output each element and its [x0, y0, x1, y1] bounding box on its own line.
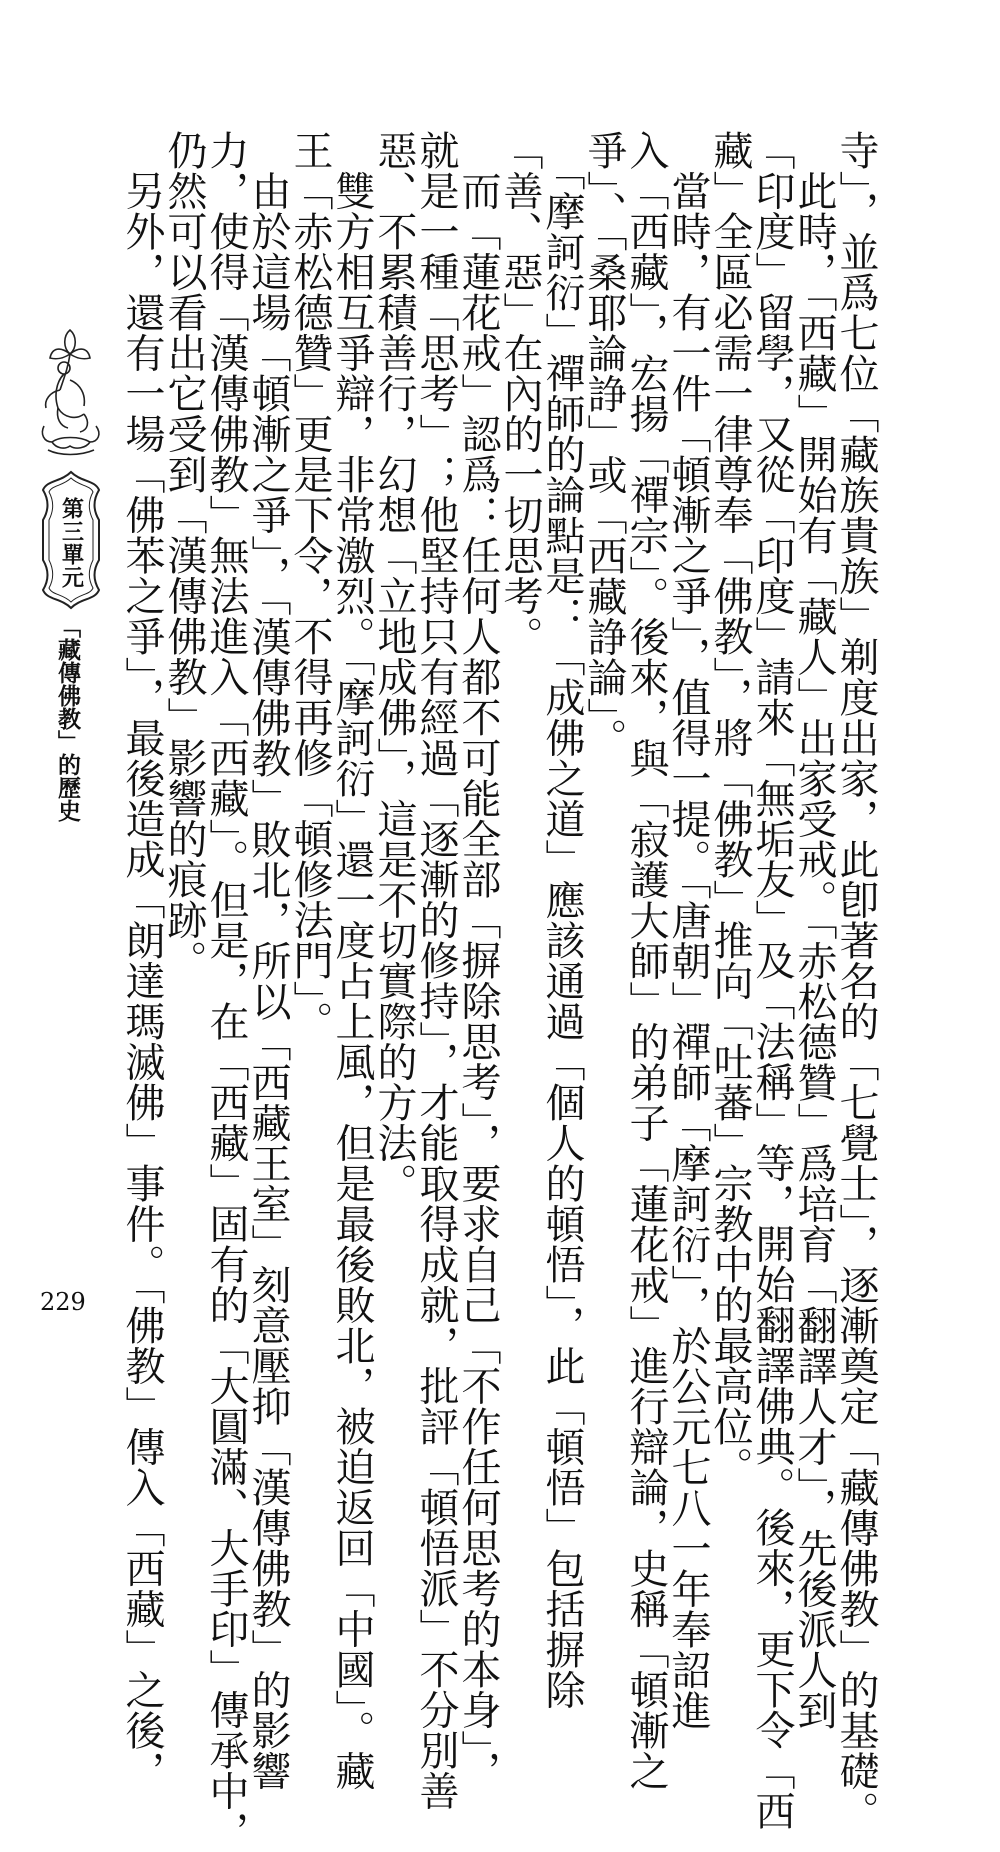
unit-label: 第三單元: [58, 497, 84, 589]
text-column: 王「赤松德贊」更是下令，不得再修「頓修法門」。: [287, 130, 333, 1042]
text-column: 仍然可以看出它受到「漢傳佛教」影響的痕跡。: [161, 130, 207, 981]
text-column: 由於這場「頓漸之爭」，「漢傳佛教」敗北，所以「西藏王室」刻意壓抑「漢傳佛教」的影響: [245, 130, 291, 1791]
text-column: 此時，「西藏」開始有「藏人」出家受戒。「赤松德贊」爲培育「翻譯人才」，先後派人到: [791, 130, 837, 1731]
text-column: 寺」，並爲七位「藏族貴族」剃度出家，此卽著名的「七覺士」，逐漸奠定「藏傳佛教」的基礎。: [833, 130, 879, 1832]
text-column: 力，使得「漢傳佛教」無法進入「西藏」。但是，在「西藏」固有的「大圓滿、大手印」傳承中，: [203, 130, 249, 1852]
text-column: 而「蓮花戒」認爲：任何人都不可能全部「摒除思考」，要求自己「不作任何思考的本身」，: [455, 130, 501, 1791]
text-column: 爭」、「桑耶論諍」或「西藏諍論」。: [581, 130, 627, 759]
text-column: 藏」全區必需一律尊奉「佛教」，將「佛教」推向「吐蕃」宗教中的最高位。: [707, 130, 753, 1487]
chapter-title: 「藏傳佛教」的歷史: [54, 615, 80, 822]
text-column: 入「西藏」，宏揚「禪宗」。後來，與「寂護大師」的弟子「蓮花戒」進行辯論，史稱「頓漸之: [623, 130, 669, 1791]
page-number: 229: [40, 1288, 86, 1316]
text-column: 「印度」留學，又從「印度」請來「無垢友」及「法稱」等，開始翻譯佛典。後來，更下令「西: [749, 130, 795, 1831]
text-column: 「善、惡」在內的一切思考。: [497, 130, 543, 657]
unit-badge: [33, 470, 109, 610]
lotus-figure-icon: [30, 318, 110, 468]
text-column: 就是一種「思考」；他堅持只有經過「逐漸的修持」，才能取得成就，批評「頓悟派」不分別善: [413, 130, 459, 1811]
text-column: 雙方相互爭辯，非常激烈。「摩訶衍」還一度占上風，但是最後敗北，被迫返回「中國」。藏: [329, 130, 375, 1791]
text-column: 當時，有一件「頓漸之爭」，值得一提。「唐朝」禪師「摩訶衍」，於公元七八一年奉詔進: [665, 130, 711, 1731]
text-column: 另外，還有一場「佛苯之爭」，最後造成「朗達瑪滅佛」事件。「佛教」傳入「西藏」之後，: [119, 130, 165, 1791]
text-column: 「摩訶衍」禪師的論點是：「成佛之道」應該通過「個人的頓悟」，此「頓悟」包括摒除: [539, 130, 585, 1710]
text-column: 惡、不累積善行，幻想「立地成佛」，這是不切實際的方法。: [371, 130, 417, 1204]
